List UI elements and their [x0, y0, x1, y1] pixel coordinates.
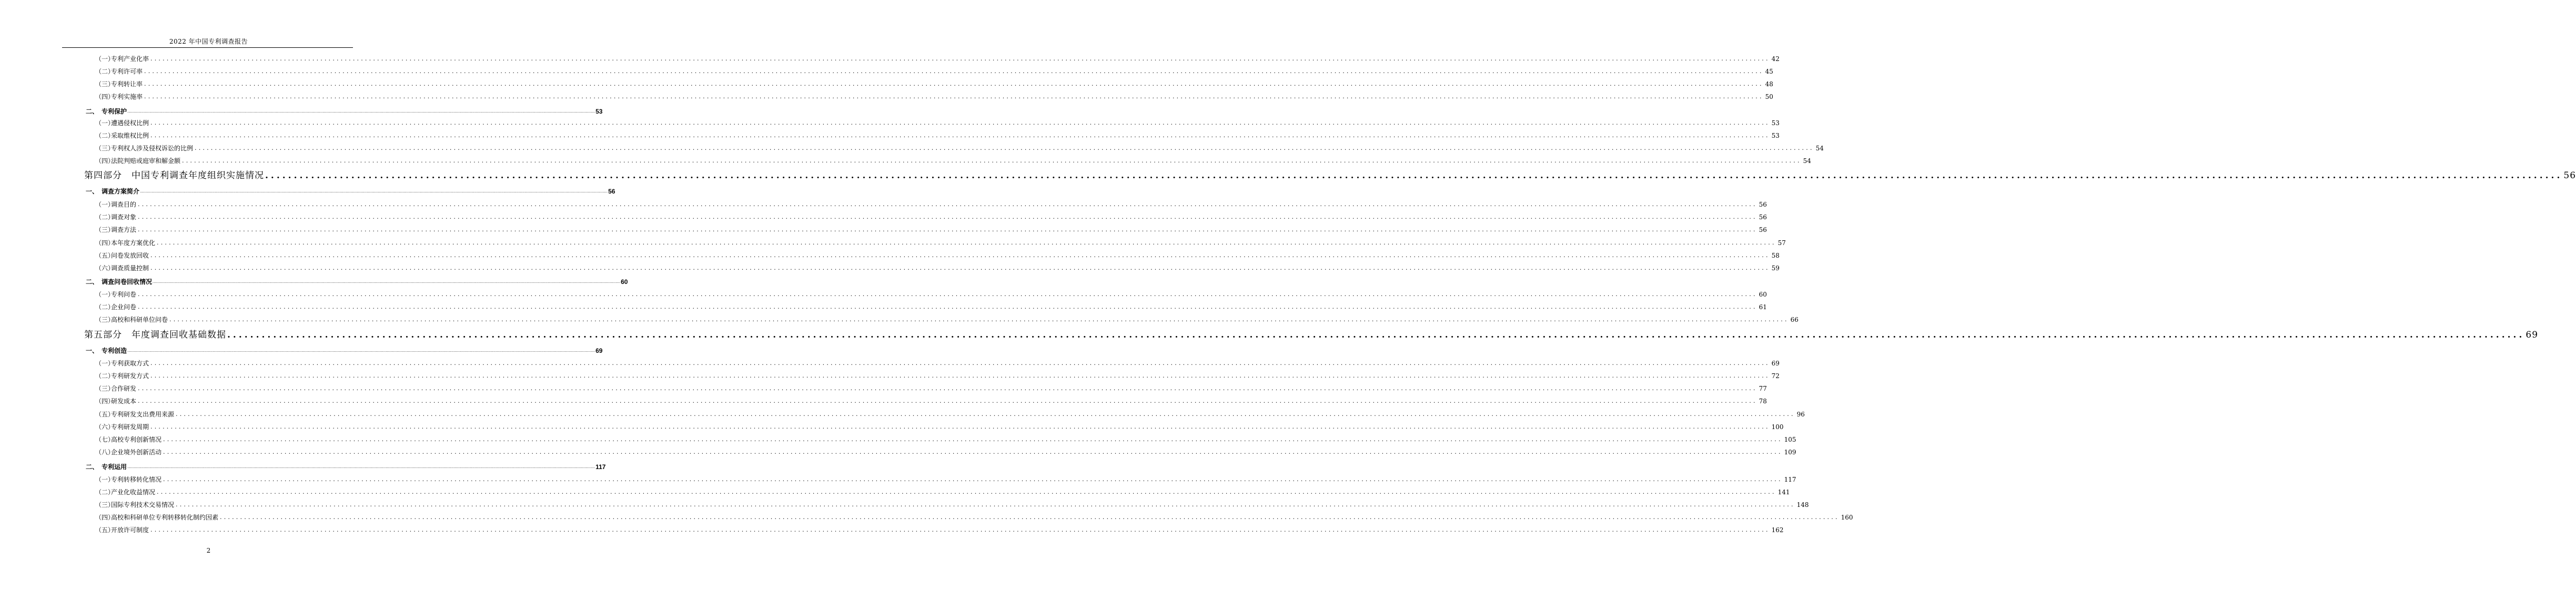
toc-entry-label: 专利运用 — [102, 463, 127, 471]
toc-entry-label: 产业化收益情况 — [111, 489, 156, 496]
toc-entry-page-number: 69 — [595, 347, 603, 354]
toc-entry-sub[interactable] — [0, 525, 1784, 534]
toc-dot-leader: ................................................................................................................................................................................................................................................................................................................................................................................................................ — [163, 436, 1783, 443]
toc-dot-leader: ................................................................................................................................................................................................................................................................................................................................................................................................................ — [265, 170, 2563, 181]
toc-entry-number: 一、 — [86, 347, 99, 354]
toc-entry-number: （一） — [95, 476, 115, 483]
toc-dot-leader: ................................................................................................................................................................................................................................................................................................................................................................................................................ — [150, 252, 1770, 259]
toc-entry-label: 专利获取方式 — [111, 360, 149, 367]
toc-entry-number: （五） — [95, 411, 115, 418]
toc-entry-part[interactable] — [0, 328, 2539, 341]
toc-entry-label: 调查目的 — [111, 201, 137, 208]
toc-dot-leader: ................................................................................................................................................................................................................................................................................................................................................................................................................ — [138, 213, 1757, 220]
toc-dot-leader: ................................................................................................................................................................................................................................................................................................................................................................................................................ — [138, 291, 1757, 298]
toc-entry-number: （二） — [95, 213, 115, 221]
toc-entry-label: 调查质量控制 — [111, 265, 149, 272]
toc-dot-leader: ................................................................................................................................................................................................................................................................................................................................................................................................................ — [144, 93, 1764, 100]
toc-entry-number: （二） — [95, 489, 115, 496]
toc-entry-page-number: 66 — [1790, 316, 1799, 323]
toc-dot-leader: ................................................................................................................................................................................................................................................................................................................................................................................................................ — [157, 489, 1776, 495]
toc-entry-label: 调查问卷回收情况 — [102, 278, 153, 286]
toc-entry-sub[interactable] — [0, 447, 1796, 456]
toc-entry-sec[interactable] — [0, 107, 603, 115]
toc-dot-leader: ................................................................................................................................................................................................................................................................................................................................................................................................................ — [163, 476, 1783, 483]
toc-entry-label: 研发成本 — [111, 398, 137, 405]
toc-entry-number: （二） — [95, 132, 115, 139]
toc-entry-page-number: 69 — [1771, 360, 1780, 367]
toc-entry-sub[interactable] — [0, 79, 1773, 88]
toc-entry-page-number: 117 — [1784, 476, 1796, 483]
toc-entry-sub[interactable] — [0, 290, 1767, 298]
toc-dot-leader: ................................................................................................................................................................................................................................................................................................................................................................................................................ — [182, 157, 1802, 164]
toc-entry-label: 企业问卷 — [111, 303, 137, 311]
toc-entry-label: 高校和科研单位问卷 — [111, 316, 168, 323]
toc-dot-leader: ................................................................................................................................................................................................................................................................................................................................................................................................................ — [138, 201, 1757, 208]
toc-entry-label: 专利研发周期 — [111, 423, 149, 431]
toc-entry-label: 本年度方案优化 — [111, 239, 156, 247]
toc-entry-page-number: 69 — [2526, 330, 2539, 340]
toc-entry-label: 专利保护 — [102, 108, 127, 115]
toc-entry-page-number: 56 — [1759, 201, 1767, 208]
toc-dot-leader: ................................................................................................................................................................................................................................................................................................................................................................................................................ — [150, 372, 1770, 379]
toc-entry-number: 一、 — [86, 188, 99, 195]
toc-entry-label: 专利问卷 — [111, 291, 137, 298]
toc-dot-leader: ................................................................................................................................................................................................................................................................................................................................................................................................................ — [150, 132, 1770, 139]
toc-entry-page-number: 77 — [1759, 385, 1767, 392]
toc-entry-sub[interactable] — [0, 422, 1784, 431]
toc-entry-number: （一） — [95, 360, 115, 367]
toc-entry-page-number: 162 — [1771, 526, 1784, 534]
toc-dot-leader: ................................................................................................................................................................................................................................................................................................................................................................................................................ — [176, 411, 1795, 418]
toc-entry-page-number: 53 — [595, 108, 603, 115]
toc-dot-leader: ................................................................................................................................................................................................................................................................................................................................................................................................................ — [153, 279, 621, 284]
toc-entry-page-number: 105 — [1784, 436, 1796, 443]
toc-entry-sub[interactable] — [0, 212, 1767, 221]
toc-entry-sub[interactable] — [0, 238, 1786, 247]
toc-entry-number: （四） — [95, 239, 115, 247]
toc-entry-label: 法院判赔或庭审和解金额 — [111, 157, 181, 165]
toc-entry-label: 专利转让率 — [111, 80, 143, 88]
toc-dot-leader: ................................................................................................................................................................................................................................................................................................................................................................................................................ — [144, 80, 1764, 87]
toc-entry-number: （三） — [95, 385, 115, 392]
toc-entry-sub[interactable] — [0, 410, 1805, 418]
toc-entry-number: （一） — [95, 291, 115, 298]
toc-dot-leader: ................................................................................................................................................................................................................................................................................................................................................................................................................ — [176, 501, 1795, 508]
toc-entry-sub[interactable] — [0, 435, 1796, 443]
toc-entry-number: （四） — [95, 93, 115, 100]
toc-entry-sub[interactable] — [0, 487, 1790, 496]
toc-entry-number: （二） — [95, 68, 115, 75]
toc-entry-page-number: 148 — [1796, 501, 1809, 508]
toc-entry-label: 专利实施率 — [111, 93, 143, 100]
toc-dot-leader: ................................................................................................................................................................................................................................................................................................................................................................................................................ — [157, 239, 1776, 246]
toc-entry-page-number: 61 — [1759, 303, 1767, 311]
toc-entry-page-number: 78 — [1759, 398, 1767, 405]
toc-entry-label: 开放许可制度 — [111, 526, 149, 534]
toc-dot-leader: ................................................................................................................................................................................................................................................................................................................................................................................................................ — [138, 303, 1757, 310]
toc-entry-sec[interactable] — [0, 277, 628, 286]
toc-dot-leader: ................................................................................................................................................................................................................................................................................................................................................................................................................ — [150, 265, 1770, 271]
toc-dot-leader: ................................................................................................................................................................................................................................................................................................................................................................................................................ — [163, 449, 1783, 455]
toc-entry-sub[interactable] — [0, 396, 1767, 405]
toc-entry-sec[interactable] — [0, 462, 606, 471]
toc-entry-page-number: 57 — [1777, 239, 1786, 247]
toc-dot-leader: ................................................................................................................................................................................................................................................................................................................................................................................................................ — [227, 330, 2525, 340]
toc-entry-sub[interactable] — [0, 315, 1799, 323]
toc-entry-page-number: 109 — [1784, 449, 1796, 456]
toc-entry-sub[interactable] — [0, 54, 1780, 63]
toc-entry-number: （七） — [95, 436, 115, 443]
toc-entry-page-number: 141 — [1777, 489, 1790, 496]
toc-dot-leader: ................................................................................................................................................................................................................................................................................................................................................................................................................ — [150, 360, 1770, 367]
toc-entry-sec[interactable] — [0, 187, 615, 195]
toc-dot-leader: ................................................................................................................................................................................................................................................................................................................................................................................................................ — [138, 385, 1757, 392]
running-header-title: 2022 年中国专利调查报告 — [169, 38, 248, 45]
toc-dot-leader: ................................................................................................................................................................................................................................................................................................................................................................................................................ — [220, 514, 1840, 521]
toc-entry-label: 国际专利技术交易情况 — [111, 501, 175, 508]
toc-entry-number: （三） — [95, 80, 115, 88]
toc-entry-sub[interactable] — [0, 225, 1767, 233]
toc-entry-label: 合作研发 — [111, 385, 137, 392]
toc-entry-label: 专利转移转化情况 — [111, 476, 162, 483]
toc-entry-sub[interactable] — [0, 131, 1780, 139]
toc-entry-page-number: 72 — [1771, 372, 1780, 380]
toc-entry-label: 高校专利创新情况 — [111, 436, 162, 443]
toc-entry-sub[interactable] — [0, 513, 1853, 521]
toc-dot-leader: ................................................................................................................................................................................................................................................................................................................................................................................................................ — [169, 316, 1789, 323]
toc-entry-label: 专利研发支出费用来源 — [111, 411, 175, 418]
toc-entry-label: 高校和科研单位专利转移转化制约因素 — [111, 514, 219, 521]
toc-entry-label: 企业境外创新活动 — [111, 449, 162, 456]
toc-entry-number: （六） — [95, 265, 115, 272]
toc-entry-page-number: 45 — [1765, 68, 1773, 75]
toc-entry-page-number: 53 — [1771, 132, 1780, 139]
toc-entry-sub[interactable] — [0, 118, 1780, 127]
toc-entry-page-number: 42 — [1771, 55, 1780, 63]
toc-entry-number: 二、 — [86, 108, 99, 115]
toc-entry-number: （四） — [95, 398, 115, 405]
toc-entry-sub[interactable] — [0, 475, 1796, 483]
toc-dot-leader: ................................................................................................................................................................................................................................................................................................................................................................................................................ — [150, 526, 1770, 533]
toc-entry-page-number: 54 — [1815, 145, 1824, 152]
header-rule — [62, 47, 353, 48]
toc-entry-number: （一） — [95, 201, 115, 208]
toc-entry-sub[interactable] — [0, 251, 1780, 259]
toc-entry-page-number: 60 — [621, 278, 628, 286]
toc-entry-label: 问卷发放回收 — [111, 252, 149, 259]
toc-entry-sub[interactable] — [0, 359, 1780, 367]
toc-entry-sub[interactable] — [0, 92, 1773, 100]
page-number: 2 — [206, 547, 211, 554]
toc-entry-label: 专利权人涉及侵权诉讼的比例 — [111, 145, 194, 152]
toc-entry-page-number: 53 — [1771, 119, 1780, 127]
toc-entry-page-number: 56 — [2563, 170, 2576, 181]
toc-entry-sub[interactable] — [0, 144, 1824, 152]
toc-entry-page-number: 117 — [595, 463, 606, 471]
toc-entry-page-number: 58 — [1771, 252, 1780, 259]
toc-dot-leader: ................................................................................................................................................................................................................................................................................................................................................................................................................ — [127, 464, 595, 469]
toc-entry-number: （三） — [95, 226, 115, 233]
toc-entry-page-number: 100 — [1771, 423, 1784, 431]
toc-entry-number: 二、 — [86, 463, 99, 471]
toc-entry-label: 调查方案简介 — [102, 188, 140, 195]
toc-entry-number: （六） — [95, 423, 115, 431]
toc-entry-number: （四） — [95, 157, 115, 165]
toc-entry-page-number: 50 — [1765, 93, 1773, 100]
toc-entry-sub[interactable] — [0, 156, 1811, 165]
toc-entry-number: （二） — [95, 372, 115, 380]
toc-entry-page-number: 96 — [1796, 411, 1805, 418]
toc-entry-part[interactable] — [0, 169, 2576, 181]
toc-entry-label: 专利许可率 — [111, 68, 143, 75]
toc-entry-number: （一） — [95, 119, 115, 127]
toc-entry-page-number: 60 — [1759, 291, 1767, 298]
toc-entry-sub[interactable] — [0, 500, 1809, 508]
toc-entry-page-number: 160 — [1841, 514, 1853, 521]
toc-entry-sub[interactable] — [0, 263, 1780, 272]
toc-entry-page-number: 56 — [1759, 226, 1767, 233]
toc-entry-number: （三） — [95, 501, 115, 508]
toc-entry-label: 调查对象 — [111, 213, 137, 221]
toc-dot-leader: ................................................................................................................................................................................................................................................................................................................................................................................................................ — [138, 398, 1757, 404]
toc-entry-sub[interactable] — [0, 384, 1767, 392]
toc-entry-label: 调查方法 — [111, 226, 137, 233]
toc-entry-number: （五） — [95, 252, 115, 259]
toc-entry-number: （三） — [95, 316, 115, 323]
toc-entry-label: 专利产业化率 — [111, 55, 149, 63]
toc-entry-page-number: 56 — [1759, 213, 1767, 221]
toc-entry-sec[interactable] — [0, 346, 603, 354]
toc-entry-sub[interactable] — [0, 302, 1767, 311]
toc-dot-leader: ................................................................................................................................................................................................................................................................................................................................................................................................................ — [195, 145, 1814, 151]
toc-dot-leader: ................................................................................................................................................................................................................................................................................................................................................................................................................ — [138, 226, 1757, 233]
toc-entry-number: （一） — [95, 55, 115, 63]
toc-entry-sub[interactable] — [0, 67, 1773, 75]
toc-entry-number: 二、 — [86, 278, 99, 286]
toc-entry-label: 专利研发方式 — [111, 372, 149, 380]
toc-entry-number: （三） — [95, 145, 115, 152]
toc-entry-label: 第四部分 中国专利调查年度组织实施情况 — [84, 170, 264, 181]
toc-entry-label: 第五部分 年度调查回收基础数据 — [84, 330, 226, 340]
toc-dot-leader: ................................................................................................................................................................................................................................................................................................................................................................................................................ — [127, 109, 595, 114]
toc-entry-page-number: 59 — [1771, 265, 1780, 272]
toc-dot-leader: ................................................................................................................................................................................................................................................................................................................................................................................................................ — [150, 119, 1770, 126]
toc-dot-leader: ................................................................................................................................................................................................................................................................................................................................................................................................................ — [144, 68, 1764, 75]
toc-dot-leader: ................................................................................................................................................................................................................................................................................................................................................................................................................ — [140, 189, 608, 194]
toc-entry-number: （八） — [95, 449, 115, 456]
toc-entry-number: （四） — [95, 514, 115, 521]
toc-entry-number: （五） — [95, 526, 115, 534]
toc-entry-label: 专利创造 — [102, 347, 127, 354]
toc-entry-page-number: 48 — [1765, 80, 1773, 88]
toc-entry-page-number: 56 — [608, 188, 615, 195]
toc-entry-page-number: 54 — [1803, 157, 1811, 165]
toc-entry-number: （二） — [95, 303, 115, 311]
toc-entry-sub[interactable] — [0, 371, 1780, 380]
toc-dot-leader: ................................................................................................................................................................................................................................................................................................................................................................................................................ — [150, 423, 1770, 430]
toc-entry-label: 遭遇侵权比例 — [111, 119, 149, 127]
toc-dot-leader: ................................................................................................................................................................................................................................................................................................................................................................................................................ — [150, 55, 1770, 62]
toc-dot-leader: ................................................................................................................................................................................................................................................................................................................................................................................................................ — [127, 348, 595, 353]
toc-entry-sub[interactable] — [0, 200, 1767, 208]
toc-entry-label: 采取维权比例 — [111, 132, 149, 139]
